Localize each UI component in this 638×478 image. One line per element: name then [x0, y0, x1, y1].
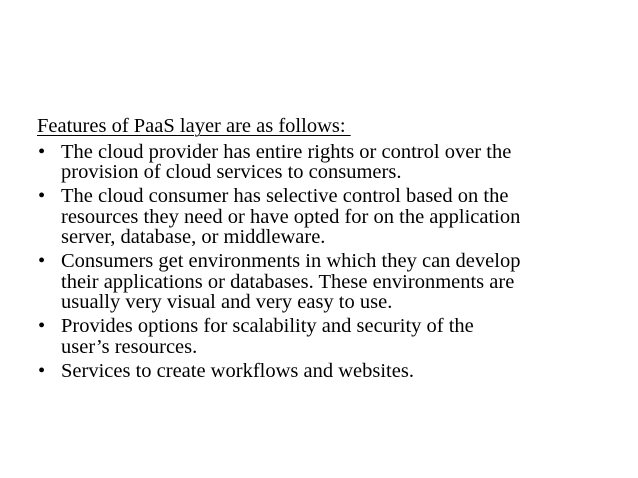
bullet-text-line: their applications or databases. These environments are: [61, 270, 515, 293]
bullet-text-line: server, database, or middleware.: [61, 226, 326, 248]
bullet-text-line: The cloud consumer has selective control based on the: [61, 185, 509, 207]
bullet-dot: •: [38, 250, 46, 272]
slide-heading: Features of PaaS layer are as follows:: [37, 115, 351, 137]
bullet-dot: •: [38, 315, 46, 337]
bullet-text-line: Provides options for scalability and security of the: [61, 315, 474, 337]
bullet-dot: •: [38, 140, 46, 163]
bullet-text-line: Consumers get environments in which they can develop: [61, 250, 521, 272]
bullet-item: [37, 316, 607, 357]
bullet-item: [37, 142, 607, 183]
bullet-dot: •: [38, 185, 46, 207]
bullet-text-line: The cloud provider has entire rights or control over the: [61, 140, 512, 163]
bullet-text-line: resources they need or have opted for on the application: [61, 205, 521, 228]
bullet-item: [37, 251, 607, 313]
bullet-item: [37, 361, 607, 382]
bullet-item: [37, 186, 607, 248]
slide-content: [37, 114, 607, 381]
bullet-dot: •: [38, 359, 46, 382]
bullet-text-line: provision of cloud services to consumers.: [61, 161, 402, 183]
bullet-list: [37, 142, 607, 382]
bullet-text-line: Services to create workflows and websites.: [61, 359, 414, 382]
bullet-text-line: usually very visual and very easy to use.: [61, 291, 393, 313]
bullet-text-line: user’s resources.: [61, 335, 198, 358]
